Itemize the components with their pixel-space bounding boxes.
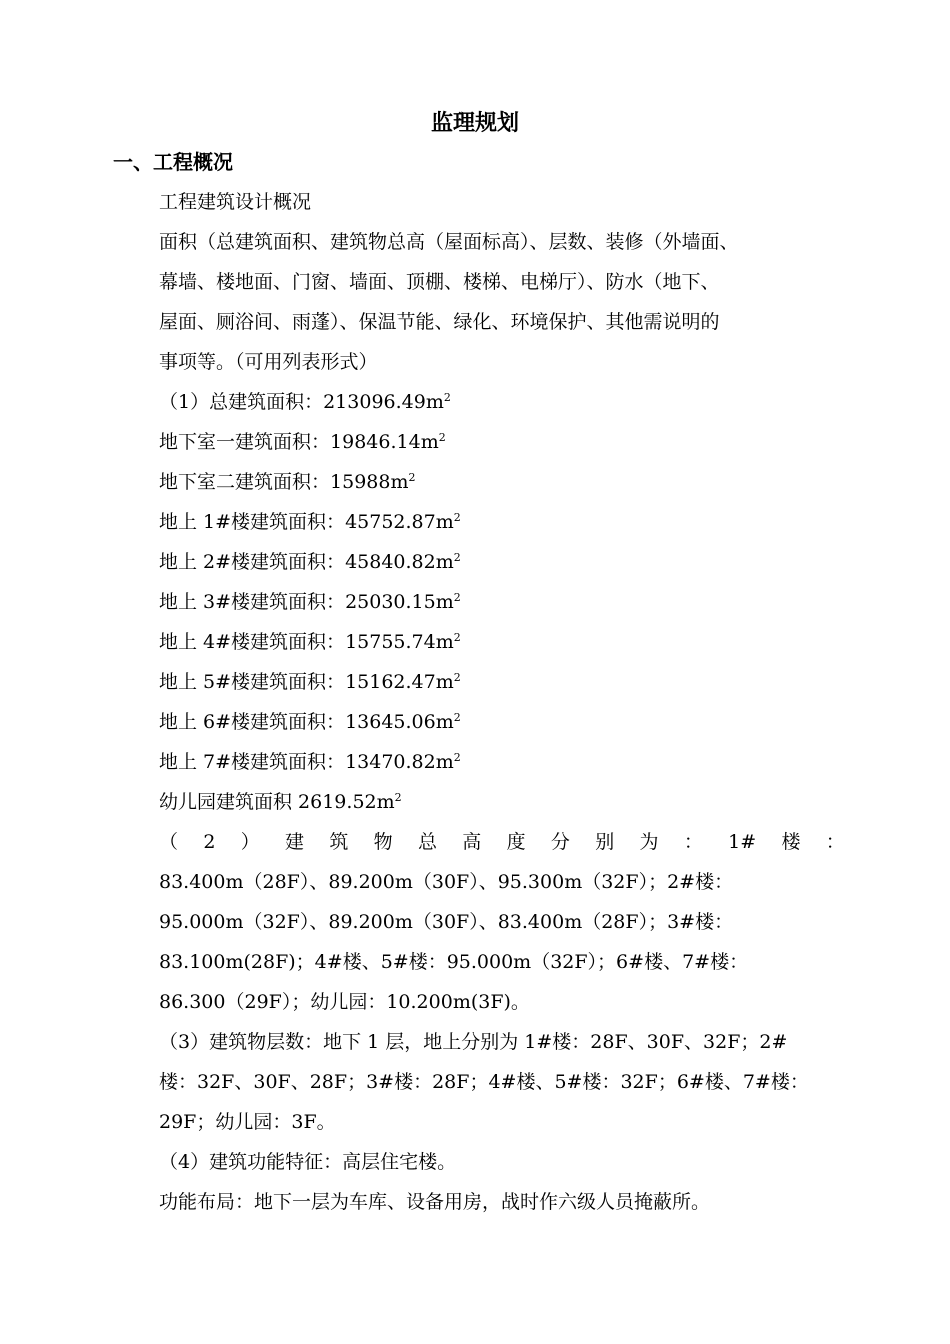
area-unit-superscript: 2 <box>453 751 461 764</box>
area-unit-superscript: 2 <box>453 671 461 684</box>
area-label: 地上 6#楼建筑面积： <box>159 711 346 733</box>
height-line-token: 2 <box>203 831 216 853</box>
floors-line: 29F；幼儿园：3F。 <box>159 1111 336 1133</box>
area-unit: m <box>435 631 454 653</box>
area-value: 19846.14 <box>330 431 421 453</box>
area-line <box>159 742 845 782</box>
intro-line: 面积（总建筑面积、建筑物总高（屋面标高）、层数、装修（外墙面、 <box>159 231 739 253</box>
height-line-token: 分 <box>550 831 570 853</box>
area-label: 地上 7#楼建筑面积： <box>159 751 346 773</box>
intro-line: 幕墙、楼地面、门窗、墙面、顶棚、楼梯、电梯厅）、防水（地下、 <box>159 271 720 293</box>
area-unit: m <box>435 511 454 533</box>
area-value: 13645.06 <box>345 711 436 733</box>
document-body <box>159 182 845 1222</box>
area-label: （1）总建筑面积： <box>159 391 324 413</box>
height-line-token: ： <box>825 831 845 853</box>
area-unit: m <box>435 551 454 573</box>
area-line <box>159 382 845 422</box>
area-unit-superscript: 2 <box>453 631 461 644</box>
layout-line: 功能布局：地下一层为车库、设备用房，战时作六级人员掩蔽所。 <box>159 1191 711 1213</box>
height-line-token: 为 <box>639 831 659 853</box>
area-label: 幼儿园建筑面积 <box>159 791 299 813</box>
height-line-token: 1# <box>728 831 757 853</box>
area-line <box>159 782 845 822</box>
area-unit-superscript: 2 <box>453 711 461 724</box>
area-unit-superscript: 2 <box>453 511 461 524</box>
area-unit: m <box>435 751 454 773</box>
area-line <box>159 622 845 662</box>
area-label: 地上 4#楼建筑面积： <box>159 631 346 653</box>
area-value: 13470.82 <box>345 751 436 773</box>
document-title: 监理规划 <box>430 111 519 136</box>
area-line <box>159 502 845 542</box>
area-label: 地下室一建筑面积： <box>159 431 331 453</box>
height-line: 83.100m(28F)；4#楼、5#楼：95.000m（32F）；6#楼、7#楼： <box>159 951 749 973</box>
height-line-token: （ <box>159 831 179 853</box>
area-unit: m <box>435 591 454 613</box>
area-unit: m <box>420 431 439 453</box>
area-line <box>159 582 845 622</box>
height-line: 95.000m（32F）、89.200m（30F）、83.400m（28F）；3#楼： <box>159 911 734 933</box>
area-unit-superscript: 2 <box>453 591 461 604</box>
area-line <box>159 662 845 702</box>
area-value: 2619.52 <box>298 791 377 813</box>
floors-line: 楼：32F、30F、28F；3#楼：28F；4#楼、5#楼：32F；6#楼、7#楼： <box>159 1071 809 1093</box>
height-line: 86.300（29F）；幼儿园：10.200m(3F)。 <box>159 991 530 1013</box>
area-unit-superscript: 2 <box>438 431 446 444</box>
intro-line: 屋面、厕浴间、雨蓬）、保温节能、绿化、环境保护、其他需说明的 <box>159 311 720 333</box>
area-unit-superscript: 2 <box>443 391 451 404</box>
height-line-token: 建 <box>285 831 305 853</box>
height-line-token: 高 <box>462 831 482 853</box>
area-unit: m <box>376 791 395 813</box>
area-unit-superscript: 2 <box>394 791 402 804</box>
area-label: 地下室二建筑面积： <box>159 471 331 493</box>
area-line <box>159 702 845 742</box>
area-line <box>159 542 845 582</box>
height-line-token: 物 <box>373 831 393 853</box>
area-unit-superscript: 2 <box>453 551 461 564</box>
area-unit: m <box>390 471 409 493</box>
height-line-first <box>159 822 845 862</box>
area-unit: m <box>435 711 454 733</box>
subheading: 工程建筑设计概况 <box>159 191 312 213</box>
function-line: （4）建筑功能特征：高层住宅楼。 <box>159 1151 457 1173</box>
area-list <box>159 382 845 822</box>
area-label: 地上 3#楼建筑面积： <box>159 591 346 613</box>
intro-line: 事项等。（可用列表形式） <box>159 351 378 373</box>
height-line-token: 度 <box>506 831 526 853</box>
area-value: 15988 <box>330 471 391 493</box>
area-label: 地上 2#楼建筑面积： <box>159 551 346 573</box>
height-line-token: 别 <box>595 831 615 853</box>
area-unit-superscript: 2 <box>408 471 416 484</box>
area-line <box>159 422 845 462</box>
area-unit: m <box>425 391 444 413</box>
area-line <box>159 462 845 502</box>
height-line-token: ： <box>683 831 703 853</box>
area-unit: m <box>435 671 454 693</box>
height-line: 83.400m（28F）、89.200m（30F）、95.300m（32F）；2#楼： <box>159 871 734 893</box>
area-value: 15162.47 <box>345 671 436 693</box>
area-value: 25030.15 <box>345 591 436 613</box>
section-heading: 一、工程概况 <box>113 150 233 174</box>
height-line-token: 筑 <box>329 831 349 853</box>
area-value: 45840.82 <box>345 551 436 573</box>
floors-line: （3）建筑物层数：地下 1 层，地上分别为 1#楼：28F、30F、32F；2# <box>159 1031 788 1053</box>
height-line-token: ） <box>240 831 260 853</box>
height-line-token: 总 <box>417 831 437 853</box>
area-value: 213096.49 <box>323 391 426 413</box>
area-label: 地上 5#楼建筑面积： <box>159 671 346 693</box>
height-line-token: 楼 <box>781 831 801 853</box>
area-label: 地上 1#楼建筑面积： <box>159 511 346 533</box>
area-value: 45752.87 <box>345 511 436 533</box>
area-value: 15755.74 <box>345 631 436 653</box>
